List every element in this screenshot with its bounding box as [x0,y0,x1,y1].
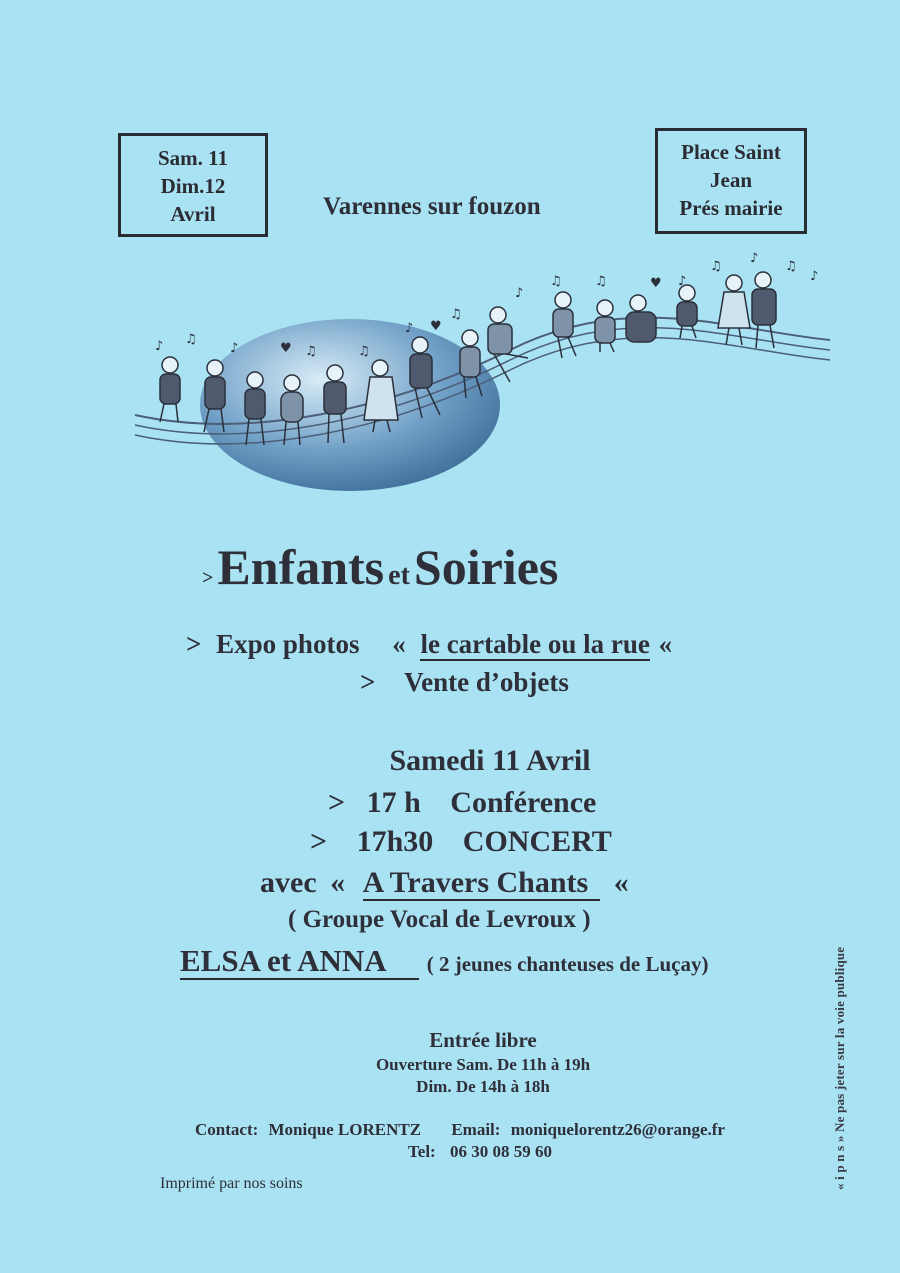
contact-line [195,1120,725,1140]
item1-time: 17 h [366,786,421,819]
imprint-note: Imprimé par nos soins [160,1175,303,1192]
contact-label: Contact: [195,1120,259,1139]
email-value[interactable]: moniquelorentz26@orange.fr [510,1120,725,1139]
duo-name: ELSA et ANNA [180,943,419,980]
expo-quote-close: « [658,629,673,659]
expo-name: le cartable ou la rue [420,629,650,659]
date-box [118,133,268,237]
tel-value[interactable]: 06 30 08 59 60 [449,1142,552,1161]
date-line-1: Sam. 11 [157,146,228,170]
svg-text:♪: ♪ [810,269,819,284]
expo-quote-open: « [392,629,406,659]
vente-marker: > [360,667,376,697]
svg-text:♫: ♫ [550,274,562,289]
program-day: Samedi 11 Avril [389,744,591,777]
main-title [202,538,558,596]
email-label: Email: [451,1120,501,1139]
place-line-2: Jean [710,168,752,192]
expo-marker: > [186,629,202,659]
group-line [260,866,629,900]
svg-text:♪: ♪ [405,321,414,336]
entry-info: Entrée libre [429,1028,537,1052]
duo-line [180,943,708,979]
group-name: A Travers Chants [363,866,601,901]
opening-hours: Ouverture Sam. De 11h à 19h [375,1055,591,1074]
place-line-1: Place Saint [681,140,781,164]
svg-text:♫: ♫ [710,259,722,274]
vente-line [360,667,569,698]
svg-text:♫: ♫ [785,259,797,274]
expo-label: Expo photos [216,629,360,659]
tel-line [408,1142,552,1162]
sunday-hours: Dim. De 14h à 18h [416,1077,550,1096]
svg-text:♪: ♪ [678,274,687,289]
program-item-2 [310,825,612,859]
title-word-2: et [388,560,410,591]
title-marker: > [202,567,214,589]
svg-text:♪: ♪ [515,286,524,301]
contact-name: Monique LORENTZ [268,1120,422,1139]
group-desc: ( Groupe Vocal de Levroux ) [288,906,591,933]
with-prefix: avec [260,866,317,899]
svg-text:♪: ♪ [155,339,164,354]
town-name: Varennes sur fouzon [323,193,541,220]
program-item-1 [328,786,596,820]
svg-text:♫: ♫ [358,344,370,359]
expo-line [186,629,672,660]
item2-label: CONCERT [462,825,612,858]
item2-marker: > [310,825,328,858]
side-legal-note: « i p n s » Ne pas jeter sur la voie publique [832,946,847,1190]
svg-text:♫: ♫ [305,344,317,359]
group-quote-close: « [613,866,629,899]
svg-text:♪: ♪ [750,251,759,266]
vente-label: Vente d’objets [404,667,569,697]
tel-label: Tel: [408,1142,436,1161]
date-line-3: Avril [170,202,216,226]
svg-text:♪: ♪ [230,341,239,356]
duo-desc: ( 2 jeunes chanteuses de Luçay) [426,952,709,976]
date-line-2: Dim.12 [160,174,226,198]
item1-label: Conférence [450,786,597,819]
title-word-1: Enfants [217,539,385,595]
svg-text:♥: ♥ [650,276,662,291]
title-word-3: Soiries [413,539,559,595]
place-box [655,128,807,234]
svg-text:♫: ♫ [450,307,462,322]
place-line-3: Prés mairie [679,196,783,220]
item2-time: 17h30 [356,825,434,858]
item1-marker: > [328,786,346,819]
svg-text:♥: ♥ [430,319,442,334]
choir-illustration [130,240,840,500]
svg-text:♫: ♫ [595,274,607,289]
svg-text:♫: ♫ [185,332,197,347]
svg-text:♥: ♥ [280,341,292,356]
group-quote-open: « [330,866,346,899]
